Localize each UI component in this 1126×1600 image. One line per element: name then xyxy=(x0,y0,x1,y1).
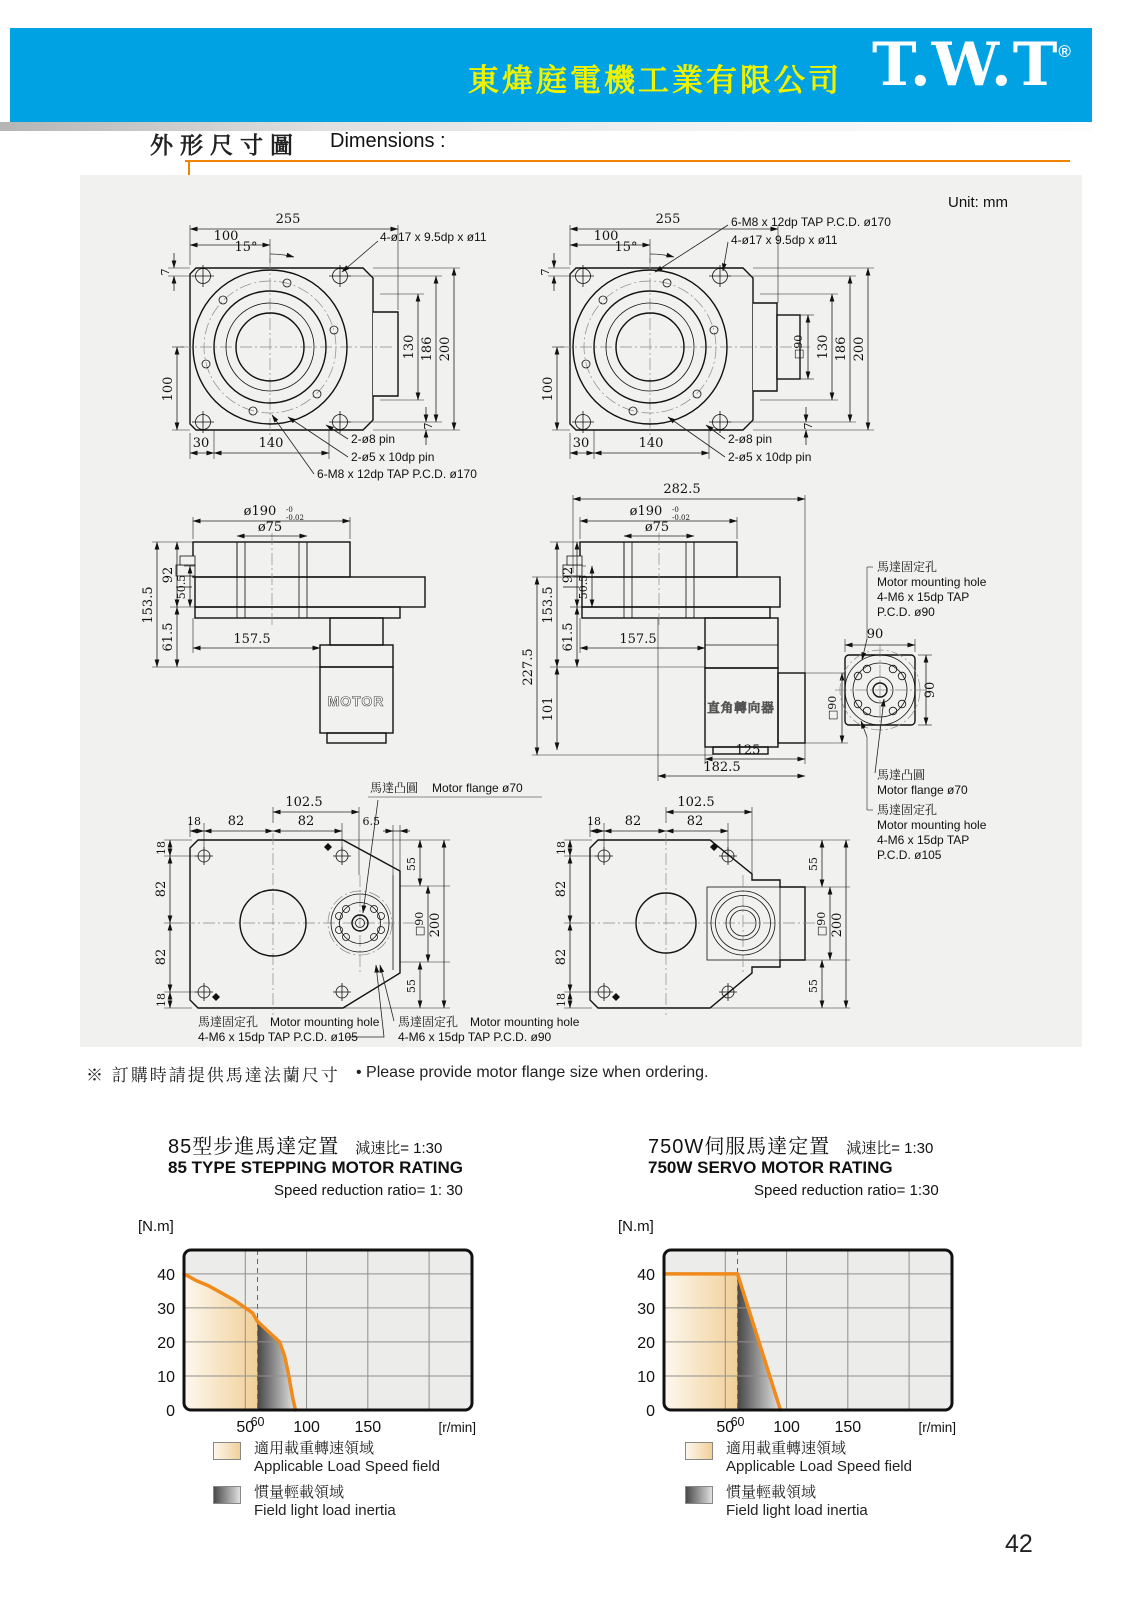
callout-tap-m8: 6-M8 x 12dp TAP P.C.D. ø170 xyxy=(731,215,891,229)
dim-82-l2: 82 xyxy=(154,948,169,966)
dim-90sq-g: □90 xyxy=(815,911,828,937)
chart1-ylabel: [N.m] xyxy=(138,1218,174,1235)
legend-inertia-zh: 慣量輕載領域 xyxy=(254,1484,345,1501)
dim-18: 18 xyxy=(187,815,201,828)
label-mount-en-top: Motor mounting hole xyxy=(877,575,987,589)
callout-pin8: 2-ø8 pin xyxy=(351,432,396,446)
ytick-20: 20 xyxy=(157,1334,175,1352)
xtick-100: 100 xyxy=(773,1419,800,1436)
legend-inertia-zh: 慣量輕載領域 xyxy=(726,1484,817,1501)
xtick-60: 60 xyxy=(250,1415,265,1429)
dim-82-gl1: 82 xyxy=(554,880,569,898)
dim-157-5: 157.5 xyxy=(619,632,657,647)
dim-100-top: 100 xyxy=(213,229,239,244)
legend-applicable-en: Applicable Load Speed field xyxy=(726,1458,912,1475)
dim-190: ø190 xyxy=(243,504,277,519)
dim-190-tol-bot: -0.02 xyxy=(672,514,690,522)
dim-153-5: 153.5 xyxy=(141,586,156,624)
legend-inertia-en: Field light load inertia xyxy=(254,1502,396,1519)
callout-tap-m8: 6-M8 x 12dp TAP P.C.D. ø170 xyxy=(317,467,477,481)
legend-applicable-zh: 適用載重轉速領域 xyxy=(726,1440,847,1457)
dim-30: 30 xyxy=(192,436,210,451)
callout-pin5: 2-ø5 x 10dp pin xyxy=(351,450,435,464)
xtick-60: 60 xyxy=(730,1415,745,1429)
dim-90sq: □90 xyxy=(826,695,839,721)
xtick-50: 50 xyxy=(236,1419,255,1436)
legend-swatch-inertia xyxy=(213,1486,241,1504)
ytick-30: 30 xyxy=(157,1300,175,1318)
ytick-20: 20 xyxy=(637,1334,655,1352)
dim-30: 30 xyxy=(572,436,590,451)
dim-102-5: 102.5 xyxy=(677,795,715,810)
drawing-section-right xyxy=(521,482,848,781)
chart2-title-zh xyxy=(648,1130,933,1159)
chart1-legend-inertia xyxy=(213,1484,396,1520)
ytick-10: 10 xyxy=(157,1368,175,1386)
dim-55-bot: 55 xyxy=(405,979,418,993)
chart1-subtitle: Speed reduction ratio= 1: 30 xyxy=(274,1182,463,1199)
dim-92: 92 xyxy=(561,566,576,584)
company-name: 東煒庭電機工業有限公司 xyxy=(468,63,842,98)
label-flange-en: Motor flange ø70 xyxy=(432,781,523,795)
dim-55-gt: 55 xyxy=(807,857,820,871)
dim-90sq: □90 xyxy=(792,334,805,360)
label-tap-m6-bot: 4-M6 x 15dp TAP xyxy=(877,833,970,847)
dim-82-l1: 82 xyxy=(154,880,169,898)
dim-18-l1: 18 xyxy=(155,841,168,855)
chart2-title-en: 750W SERVO MOTOR RATING xyxy=(648,1158,893,1177)
callout-pin8: 2-ø8 pin xyxy=(728,432,773,446)
chart-stepping-motor xyxy=(138,1238,498,1443)
dim-140: 140 xyxy=(638,436,664,451)
ytick-0: 0 xyxy=(646,1403,655,1420)
label-mount-en-105: Motor mounting hole xyxy=(270,1015,380,1029)
chart1-ratio: 減速比= 1:30 xyxy=(355,1140,443,1157)
chart2-legend-applicable xyxy=(685,1440,912,1476)
dim-15deg: 15° xyxy=(234,240,258,255)
ytick-40: 40 xyxy=(637,1266,655,1284)
xlabel-unit: [r/min] xyxy=(918,1420,956,1435)
legend-swatch-inertia xyxy=(685,1486,713,1504)
chart-servo-motor xyxy=(618,1238,978,1443)
dim-90-top: 90 xyxy=(866,627,884,642)
dim-190-tol-top: -0 xyxy=(672,506,679,514)
dim-6-5: 6.5 xyxy=(362,815,380,828)
dim-18-gl2: 18 xyxy=(555,993,568,1007)
dim-200-g: 200 xyxy=(830,912,845,938)
xlabel-unit: [r/min] xyxy=(438,1420,476,1435)
dim-100-left: 100 xyxy=(541,376,556,402)
dim-61-5: 61.5 xyxy=(561,622,576,652)
section-title-en: Dimensions : xyxy=(330,130,446,152)
dim-75: ø75 xyxy=(644,520,670,535)
xtick-100: 100 xyxy=(293,1419,320,1436)
dim-140: 140 xyxy=(258,436,284,451)
note-en: • Please provide motor flange size when ordering. xyxy=(356,1064,709,1081)
dim-227-5: 227.5 xyxy=(521,648,536,686)
label-pcd105: P.C.D. ø105 xyxy=(877,848,942,862)
title-rule xyxy=(185,160,1070,162)
motor-label: MOTOR xyxy=(327,693,385,709)
label-flange-zh: 馬達凸圓 xyxy=(370,781,419,795)
label-mount-zh-90: 馬達固定孔 xyxy=(398,1015,459,1029)
xtick-50: 50 xyxy=(716,1419,735,1436)
dim-200: 200 xyxy=(438,336,453,362)
dim-82-t2: 82 xyxy=(686,814,704,829)
dim-100-top: 100 xyxy=(593,229,619,244)
chart2-legend-inertia xyxy=(685,1484,868,1520)
dim-55-top: 55 xyxy=(405,857,418,871)
dim-7-bottom: 7 xyxy=(422,422,435,430)
label-pcd90: P.C.D. ø90 xyxy=(877,605,935,619)
legend-applicable-zh: 適用載重轉速領域 xyxy=(254,1440,375,1457)
drawing-section-left xyxy=(141,504,425,743)
dim-130: 130 xyxy=(402,334,417,360)
label-tap-m6-top: 4-M6 x 15dp TAP xyxy=(877,590,970,604)
ytick-40: 40 xyxy=(157,1266,175,1284)
drawing-front-view-left xyxy=(159,212,487,481)
callout-4holes: 4-ø17 x 9.5dp x ø11 xyxy=(380,230,487,244)
dim-82-gl2: 82 xyxy=(554,948,569,966)
dim-130: 130 xyxy=(816,334,831,360)
dim-186: 186 xyxy=(420,336,435,362)
legend-inertia-en: Field light load inertia xyxy=(726,1502,868,1519)
dim-101: 101 xyxy=(541,696,556,722)
dim-186: 186 xyxy=(834,336,849,362)
dim-90-right: 90 xyxy=(923,681,938,699)
dim-255: 255 xyxy=(655,212,681,227)
dim-61-5: 61.5 xyxy=(161,622,176,652)
dim-90sq-f: □90 xyxy=(413,911,426,937)
chart2-title-zh-text: 750W伺服馬達定置 xyxy=(648,1136,831,1158)
dim-153-5: 153.5 xyxy=(541,586,556,624)
chart1-legend-applicable xyxy=(213,1440,440,1476)
chart2-subtitle: Speed reduction ratio= 1:30 xyxy=(754,1182,939,1199)
dim-7-bottom: 7 xyxy=(802,422,815,430)
label-flange-zh: 馬達凸圓 xyxy=(877,768,926,782)
ytick-0: 0 xyxy=(166,1403,175,1420)
dim-102-5: 102.5 xyxy=(285,795,323,810)
xtick-150: 150 xyxy=(354,1419,382,1436)
section-title-zh: 外形尺寸圖 xyxy=(150,132,300,158)
gearbox-label: 直角轉向器 xyxy=(707,701,775,715)
dim-200: 200 xyxy=(852,336,867,362)
unit-label: Unit: mm xyxy=(948,194,1008,211)
registered-mark: ® xyxy=(1058,42,1072,61)
dim-182-5: 182.5 xyxy=(703,760,741,775)
dim-75: ø75 xyxy=(257,520,283,535)
ytick-30: 30 xyxy=(637,1300,655,1318)
dim-82: 82 xyxy=(227,814,245,829)
dim-190: ø190 xyxy=(629,504,663,519)
label-tap-105: 4-M6 x 15dp TAP P.C.D. ø105 xyxy=(198,1030,358,1044)
chart1-title-zh-text: 85型步進馬達定置 xyxy=(168,1136,340,1158)
ytick-10: 10 xyxy=(637,1368,655,1386)
dim-157-5: 157.5 xyxy=(233,632,271,647)
dim-200-f: 200 xyxy=(428,912,443,938)
dim-82-t1: 82 xyxy=(624,814,642,829)
dim-190-tol-bot: -0.02 xyxy=(286,514,304,522)
dim-15deg: 15° xyxy=(614,240,638,255)
xtick-150: 150 xyxy=(834,1419,862,1436)
dim-190-tol-top: -0 xyxy=(286,506,293,514)
dim-92: 92 xyxy=(161,566,176,584)
label-mount-en-90: Motor mounting hole xyxy=(470,1015,580,1029)
drawing-bottom-left xyxy=(154,780,580,1044)
drawing-front-view-right xyxy=(539,194,1008,464)
label-tap-90: 4-M6 x 15dp TAP P.C.D. ø90 xyxy=(398,1030,552,1044)
dim-18-l2: 18 xyxy=(155,993,168,1007)
chart1-title-zh xyxy=(168,1130,442,1159)
legend-swatch-applicable xyxy=(685,1442,713,1460)
dimension-drawings xyxy=(80,175,1082,1047)
label-flange-en: Motor flange ø70 xyxy=(877,783,968,797)
chart2-ratio: 減速比= 1:30 xyxy=(846,1140,934,1157)
legend-applicable-en: Applicable Load Speed field xyxy=(254,1458,440,1475)
chart2-ylabel: [N.m] xyxy=(618,1218,654,1235)
label-mount-zh-top: 馬達固定孔 xyxy=(877,560,938,574)
dim-50-5: 50.5 xyxy=(175,574,188,600)
dim-7-top: 7 xyxy=(159,268,172,276)
label-mount-zh-bot: 馬達固定孔 xyxy=(877,803,938,817)
legend-swatch-applicable xyxy=(213,1442,241,1460)
dim-18-gl1: 18 xyxy=(555,841,568,855)
dim-7-top: 7 xyxy=(539,268,552,276)
dim-82b: 82 xyxy=(297,814,315,829)
dim-50-5: 50.5 xyxy=(577,574,590,600)
page-number: 42 xyxy=(1005,1530,1033,1558)
dim-100-left: 100 xyxy=(161,376,176,402)
chart1-title-en: 85 TYPE STEPPING MOTOR RATING xyxy=(168,1158,464,1177)
twt-logo xyxy=(872,30,1072,100)
callout-pin5: 2-ø5 x 10dp pin xyxy=(728,450,812,464)
drawing-bottom-right xyxy=(554,795,850,1015)
label-mount-en-bot: Motor mounting hole xyxy=(877,818,987,832)
dim-282-5: 282.5 xyxy=(663,482,701,497)
twt-logo-text: T.W.T xyxy=(872,30,1059,100)
dim-125: 125 xyxy=(735,743,761,758)
callout-4holes: 4-ø17 x 9.5dp x ø11 xyxy=(731,233,838,247)
label-mount-zh-105: 馬達固定孔 xyxy=(198,1015,259,1029)
dim-255: 255 xyxy=(275,212,301,227)
dim-55-gb: 55 xyxy=(807,979,820,993)
note-zh: ※ 訂購時請提供馬達法蘭尺寸 xyxy=(86,1066,340,1085)
drawing-motor-face xyxy=(835,559,987,862)
dim-18-t: 18 xyxy=(587,815,601,828)
